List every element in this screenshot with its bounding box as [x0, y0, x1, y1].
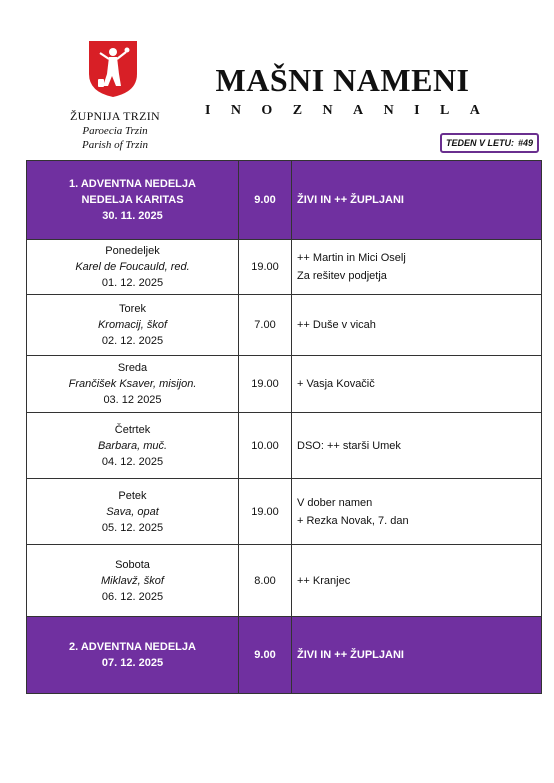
saint-name: Kromacij, škof [97, 319, 168, 331]
subtitle-letter: O [261, 103, 273, 118]
mass-time: 9.00 [239, 617, 292, 694]
saint-name: Barbara, muč. [97, 439, 168, 452]
day-row [27, 545, 542, 617]
parish-coat-of-arms [88, 40, 138, 98]
saint-name: Karel de Foucauld, red. [75, 261, 190, 273]
saint-name: Sava, opat [106, 505, 159, 518]
day-row [27, 479, 542, 545]
saint-name: Miklavž, škof [101, 574, 164, 587]
day-row [27, 240, 542, 295]
day-row [27, 413, 542, 479]
feast-row [27, 617, 542, 694]
week-label: TEDEN V LETU: [445, 138, 514, 148]
day-name: 2. ADVENTNA NEDELJA [69, 641, 196, 653]
day-date: 04. 12. 2025 [101, 455, 164, 468]
saint-name: NEDELJA KARITAS [81, 194, 184, 206]
day-cell [27, 356, 239, 413]
intention-text: ŽIVI IN ++ ŽUPLJANI [297, 649, 404, 661]
intentions-cell [292, 617, 542, 694]
day-name: Petek [118, 489, 147, 502]
day-date: 02. 12. 2025 [101, 335, 164, 347]
parish-name-english: Parish of Trzin [81, 139, 149, 151]
day-cell [27, 240, 239, 295]
mass-schedule-table [26, 160, 542, 694]
mass-time: 19.00 [239, 240, 292, 295]
mass-time: 10.00 [239, 413, 292, 479]
intentions-cell [292, 295, 542, 356]
mass-time: 19.00 [239, 356, 292, 413]
parish-name-latin: Paroecia Trzin [82, 125, 148, 137]
mass-time: 7.00 [239, 295, 292, 356]
intentions-cell [292, 161, 542, 240]
feast-row [27, 161, 542, 240]
day-cell [27, 545, 239, 617]
day-date: 05. 12. 2025 [101, 521, 164, 534]
day-cell [27, 479, 239, 545]
day-name: Torek [119, 303, 146, 315]
intention-text: DSO: ++ starši Umek [297, 439, 401, 452]
intentions-cell [292, 479, 542, 545]
day-cell [27, 295, 239, 356]
day-cell [27, 413, 239, 479]
subtitle-letter: A [353, 103, 364, 118]
intention-text: ŽIVI IN ++ ŽUPLJANI [297, 194, 404, 206]
day-date: 01. 12. 2025 [101, 277, 164, 289]
day-date: 30. 11. 2025 [102, 210, 163, 222]
mass-time: 19.00 [239, 479, 292, 545]
intention-text: + Rezka Novak, 7. dan [297, 514, 409, 527]
intention-text: Za rešitev podjetja [297, 270, 387, 282]
intention-text: ++ Martin in Mici Oselj [297, 252, 406, 264]
intentions-cell [292, 413, 542, 479]
day-date: 06. 12. 2025 [101, 590, 164, 603]
subtitle-letter: L [440, 103, 450, 118]
week-badge [440, 133, 539, 153]
intention-text: ++ Kranjec [297, 574, 351, 587]
subtitle-letter: N [322, 103, 333, 118]
day-date: 03. 12 2025 [103, 394, 162, 406]
intention-text: + Vasja Kovačič [297, 378, 375, 390]
day-row [27, 356, 542, 413]
day-row [27, 295, 542, 356]
intention-text: ++ Duše v vicah [297, 319, 376, 331]
intentions-cell [292, 545, 542, 617]
intentions-cell [292, 240, 542, 295]
subtitle-letter: N [230, 103, 241, 118]
day-name: Sreda [117, 362, 148, 374]
intention-text: V dober namen [297, 496, 373, 509]
subtitle-letter: I [414, 103, 420, 118]
day-cell [27, 617, 239, 694]
subtitle-letter: I [205, 103, 211, 118]
saint-name: Frančišek Ksaver, misijon. [68, 378, 197, 390]
day-date: 07. 12. 2025 [101, 657, 164, 669]
coat-of-arms-icon [88, 40, 138, 98]
day-name: Ponedeljek [105, 245, 160, 257]
day-name: 1. ADVENTNA NEDELJA [69, 178, 196, 190]
mass-time: 9.00 [239, 161, 292, 240]
day-name: Četrtek [114, 423, 151, 436]
mass-time: 8.00 [239, 545, 292, 617]
subtitle-letter: A [469, 103, 480, 118]
day-name: Sobota [115, 558, 150, 571]
intentions-cell [292, 356, 542, 413]
week-number: #49 [517, 138, 534, 148]
subtitle-letter: N [383, 103, 394, 118]
day-cell [27, 161, 239, 240]
parish-name: ŽUPNIJA TRZIN [69, 109, 160, 123]
page-subtitle [205, 103, 480, 119]
subtitle-letter: Z [292, 103, 303, 118]
page-title: MAŠNI NAMENI [215, 62, 470, 98]
